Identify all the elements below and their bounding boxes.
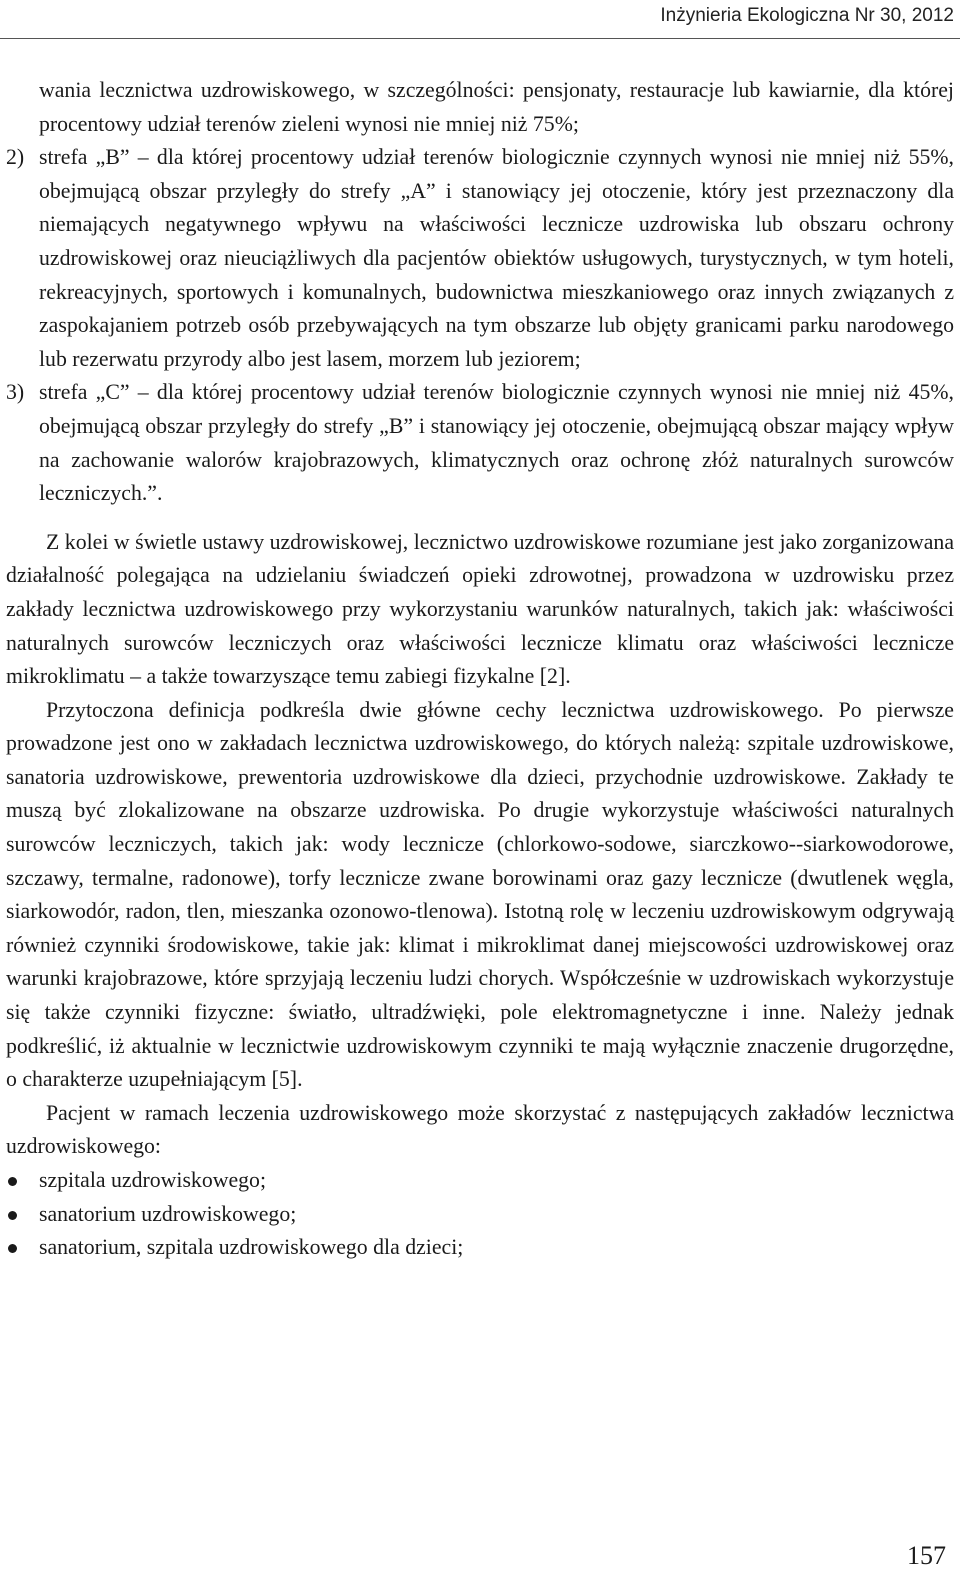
list-item: sanatorium uzdrowiskowego; xyxy=(6,1198,954,1232)
journal-title: Inżynieria Ekologiczna Nr 30, 2012 xyxy=(660,5,954,26)
list-item-number: 3) xyxy=(6,380,25,405)
list-item-3 xyxy=(6,376,954,510)
bullet-icon xyxy=(8,1177,17,1186)
list-item-text: strefa „C” – dla której procentowy udział terenów biologicznie czynnych wynosi nie mniej niż 45%, obejmującą obszar przyległy do strefy „B” i stanowiący jej otoczenie, obejmującą obszar mający wpływ na zachowanie walorów krajobrazowych, klimatycznych oraz ochronę złóż naturalnych surowców leczniczych.”. xyxy=(39,380,954,506)
paragraph-facilities-intro: Pacjent w ramach leczenia uzdrowiskowego może skorzystać z następujących zakładów lecznictwa uzdrowiskowego: xyxy=(6,1100,954,1159)
list-item-number: 2) xyxy=(6,145,25,170)
facilities-list xyxy=(6,1164,954,1265)
list-item-2 xyxy=(6,141,954,376)
list-item: szpitala uzdrowiskowego; xyxy=(6,1164,954,1198)
bullet-icon xyxy=(8,1244,17,1253)
paragraph-features: Przytoczona definicja podkreśla dwie główne cechy lecznictwa uzdrowiskowego. Po pierwsze prowadzone jest ono w zakładach lecznictwa uzdrowiskowego, do których należą: szpitale uzdrowiskowe, sanatoria uzdrowiskowe, prewentoria uzdrowiskowe dla dzieci, przychodnie uzdrowiskowe. Zakłady te muszą być zlokalizowane na obszarze uzdrowiska. Po drugie wykorzystuje właściwości naturalnych surowców leczniczych, takich jak: wody lecznicze (chlorkowo-sodowe, siarczkowo-‑siarkowodorowe, szczawy, termalne, radonowe), torfy lecznicze zwane borowinami oraz gazy lecznicze (dwutlenek węgla, siarkowodór, radon, tlen, mieszanka ozonowo-tlenowa). Istotną rolę w leczeniu uzdrowiskowym odgrywają również czynniki środowiskowe, takie jak: klimat i mikroklimat danej miejscowości uzdrowiskowej oraz warunki krajobrazowe, które sprzyjają leczeniu ludzi chorych. Współcześnie w uzdrowiskach wykorzystuje się także czynniki fizyczne: światło, ultradźwięki, pole elektromagnetyczne i inne. Należy jednak podkreślić, iż aktualnie w lecznictwie uzdrowiskowym czynniki te mają wyłącznie znaczenie drugorzędne, o charakterze uzupełniającym [5]. xyxy=(6,697,954,1092)
list-item: sanatorium, szpitala uzdrowiskowego dla dzieci; xyxy=(6,1231,954,1265)
page-number: 157 xyxy=(907,1541,946,1570)
bullet-icon xyxy=(8,1211,17,1220)
running-header xyxy=(0,0,960,39)
page-body xyxy=(6,74,954,1265)
list-item-continuation: wania lecznictwa uzdrowiskowego, w szczególności: pensjonaty, restauracje lub kawiarnie, dla której procentowy udział terenów zieleni wynosi nie mniej niż 75%; xyxy=(39,78,954,136)
paragraph-definition: Z kolei w świetle ustawy uzdrowiskowej, lecznictwo uzdrowiskowe rozumiane jest jako zorganizowana działalność polegająca na udzielaniu świadczeń opieki zdrowotnej, prowadzona w uzdrowisku przez zakłady lecznictwa uzdrowiskowego przy wykorzystaniu warunków naturalnych, takich jak: właściwości naturalnych surowców leczniczych oraz właściwości lecznicze klimatu oraz właściwości lecznicze mikroklimatu – a także towarzyszące temu zabiegi fizykalne [2]. xyxy=(6,529,954,689)
list-item-text: strefa „B” – dla której procentowy udział terenów biologicznie czynnych wynosi nie mniej niż 55%, obejmującą obszar przyległy do strefy „A” i stanowiący jej otoczenie, który jest przeznaczony dla niemających negatywnego wpływu na właściwości lecznicze uzdrowiska lub obszaru ochrony uzdrowiskowej oraz nieuciążliwych dla pacjentów obiektów usługowych, turystycznych, w tym hoteli, rekreacyjnych, sportowych i komunalnych, budownictwa mieszkaniowego oraz innych związanych z zaspokajaniem potrzeb osób przebywających na tym obszarze lub objęty granicami parku narodowego lub rezerwatu przyrody albo jest lasem, morzem lub jeziorem; xyxy=(39,145,954,371)
